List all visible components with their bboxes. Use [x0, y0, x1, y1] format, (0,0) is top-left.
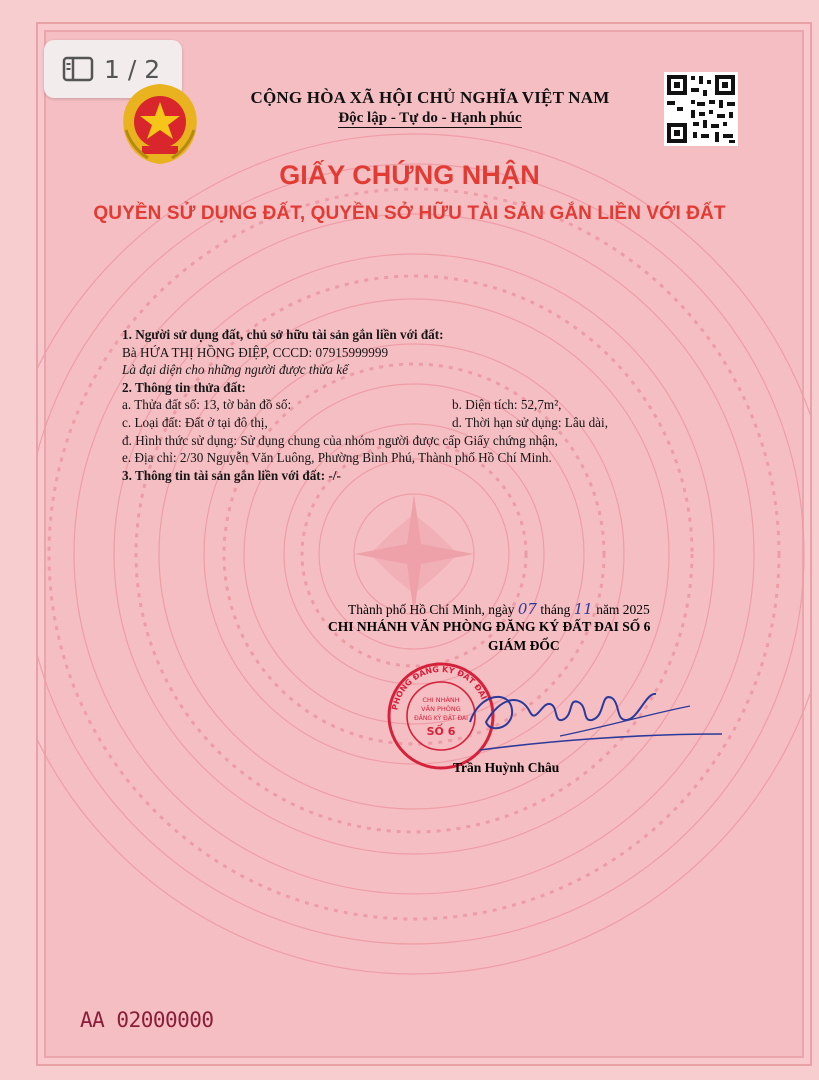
seal-ring-text: PHÒNG ĐĂNG KÝ ĐẤT ĐAI	[390, 664, 489, 711]
parcel-area: b. Diện tích: 52,7m²,	[452, 397, 562, 413]
owner-note: Là đại diện cho những người được thừa kế	[122, 362, 348, 378]
signing-day: 07	[517, 600, 537, 618]
owner-line: Bà HỨA THỊ HỒNG ĐIỆP, CCCD: 07915999999	[122, 344, 389, 360]
signing-month: 11	[573, 600, 593, 618]
section3-heading: 3. Thông tin tài sản gắn liền với đất: -/-	[122, 467, 341, 483]
usage-form: đ. Hình thức sử dụng: Sử dụng chung của nhóm người được cấp Giấy chứng nhận,	[122, 432, 558, 448]
parcel-row-1	[122, 396, 682, 414]
republic-header: CỘNG HÒA XÃ HỘI CHỦ NGHĨA VIỆT NAM	[250, 88, 610, 107]
serial-number: AA 02000000	[80, 1008, 214, 1032]
certificate-subtitle: QUYỀN SỬ DỤNG ĐẤT, QUYỀN SỞ HỮU TÀI SẢN GẮN LIỀN VỚI ĐẤT	[93, 203, 726, 224]
section1-heading: 1. Người sử dụng đất, chủ sở hữu tài sản gắn liền với đất:	[122, 327, 444, 342]
seal-line-4: SỐ 6	[426, 725, 456, 738]
signer-role: GIÁM ĐỐC	[488, 638, 560, 653]
land-type: c. Loại đất: Đất ở tại đô thị,	[122, 414, 268, 430]
certificate-title: GIẤY CHỨNG NHẬN	[279, 160, 540, 190]
seal-line-3: ĐĂNG KÝ ĐẤT ĐAI	[414, 715, 468, 722]
parcel-row-2	[122, 414, 682, 432]
seal-line-1: CHI NHÁNH	[422, 696, 460, 704]
qr-code-icon	[664, 72, 738, 146]
usage-term: d. Thời hạn sử dụng: Lâu dài,	[452, 414, 608, 430]
motto-text: Độc lập - Tự do - Hạnh phúc	[338, 110, 522, 126]
section2-heading: 2. Thông tin thửa đất:	[122, 379, 246, 395]
parcel-address: e. Địa chỉ: 2/30 Nguyễn Văn Luông, Phường Bình Phú, Thành phố Hồ Chí Minh.	[122, 450, 552, 466]
handwritten-signature	[450, 662, 740, 772]
signing-place-date	[348, 600, 650, 618]
year-word: năm 2025	[596, 602, 650, 617]
month-word: tháng	[540, 602, 571, 617]
sidebar-panel-icon	[62, 56, 94, 82]
place-prefix: Thành phố Hồ Chí Minh, ngày	[348, 602, 515, 617]
seal-line-2: VĂN PHÒNG	[421, 705, 461, 713]
certificate-body	[122, 326, 682, 484]
issuing-office: CHI NHÁNH VĂN PHÒNG ĐĂNG KÝ ĐẤT ĐAI SỐ 6	[328, 619, 651, 634]
national-emblem-icon	[112, 78, 208, 168]
signer-name: Trần Huỳnh Châu	[453, 760, 560, 775]
parcel-number: a. Thửa đất số: 13, tờ bản đồ số:	[122, 397, 292, 413]
page-indicator-label: 1 / 2	[104, 54, 161, 84]
motto-header	[230, 110, 630, 127]
